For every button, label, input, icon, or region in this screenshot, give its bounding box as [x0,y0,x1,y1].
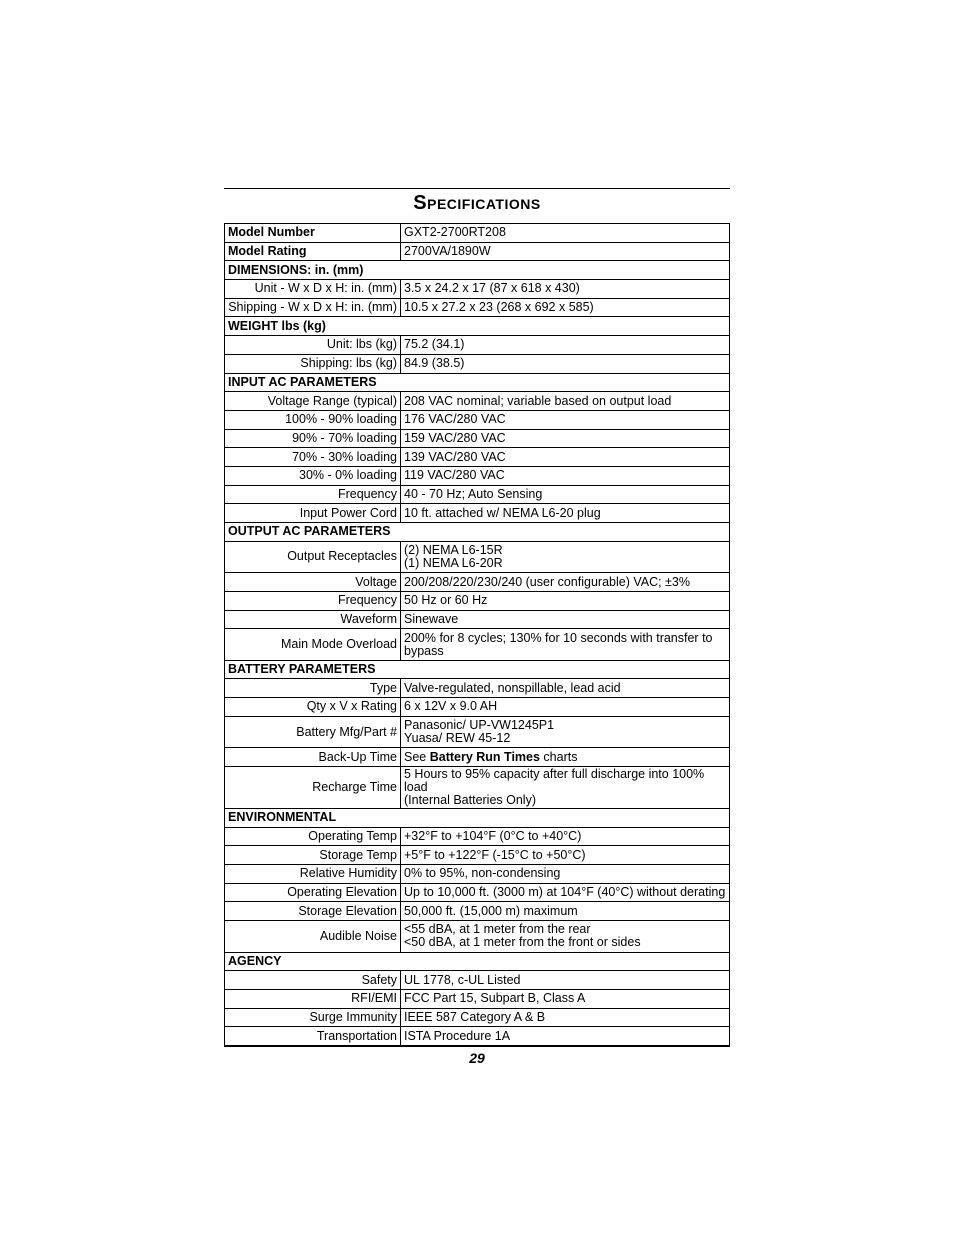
spec-label: RFI/EMI [225,990,401,1009]
value-line: 200% for 8 cycles; 130% for 10 seconds with transfer to [404,630,713,645]
value-line: <55 dBA, at 1 meter from the rear [404,922,591,937]
table-row [225,865,730,884]
table-row [225,990,730,1009]
table-row [225,767,730,809]
table-row [225,610,730,629]
table-row [225,410,730,429]
section-header-row [225,317,730,336]
spec-value: 0% to 95%, non-condensing [401,865,730,884]
spec-label: Unit: lbs (kg) [225,336,401,355]
page-number: 29 [469,1050,485,1066]
spec-label: Storage Elevation [225,902,401,921]
table-row [225,485,730,504]
table-row [225,392,730,411]
table-row [225,224,730,243]
section-header-battery: BATTERY PARAMETERS [225,660,730,679]
spec-label: Frequency [225,591,401,610]
spec-value: 3.5 x 24.2 x 17 (87 x 618 x 430) [401,280,730,299]
spec-label: Surge Immunity [225,1008,401,1027]
section-header-row [225,261,730,280]
spec-value: 200/208/220/230/240 (user configurable) VAC; ±3% [401,573,730,592]
spec-label: Waveform [225,610,401,629]
spec-value: 2700VA/1890W [401,242,730,261]
spec-value: ISTA Procedure 1A [401,1027,730,1046]
spec-value: 84.9 (38.5) [401,354,730,373]
spec-label: Recharge Time [225,767,401,809]
spec-value [401,541,730,573]
spec-value [401,921,730,953]
table-row [225,971,730,990]
value-line: bypass [404,643,444,658]
spec-value [401,629,730,661]
table-row [225,921,730,953]
spec-label: Qty x V x Rating [225,698,401,717]
spec-label: Relative Humidity [225,865,401,884]
spec-value [401,767,730,809]
section-header-row [225,373,730,392]
spec-label: Operating Temp [225,827,401,846]
table-row [225,591,730,610]
table-row [225,354,730,373]
spec-value: 119 VAC/280 VAC [401,466,730,485]
backup-suffix: charts [539,749,578,764]
value-line: Panasonic/ UP-VW1245P1 [404,718,555,733]
spec-label: Back-Up Time [225,748,401,767]
spec-value: 40 - 70 Hz; Auto Sensing [401,485,730,504]
spec-label: Unit - W x D x H: in. (mm) [225,280,401,299]
spec-label: Voltage [225,573,401,592]
spec-label: 100% - 90% loading [225,410,401,429]
spec-value: 208 VAC nominal; variable based on output load [401,392,730,411]
table-row [225,504,730,523]
top-rule [224,188,730,189]
value-line: Yuasa/ REW 45-12 [404,731,511,746]
section-header-weight: WEIGHT lbs (kg) [225,317,730,336]
spec-value: 10 ft. attached w/ NEMA L6-20 plug [401,504,730,523]
backup-prefix: See [404,749,430,764]
spec-label: Input Power Cord [225,504,401,523]
spec-label: Frequency [225,485,401,504]
table-row [225,679,730,698]
spec-value: +32°F to +104°F (0°C to +40°C) [401,827,730,846]
table-row [225,242,730,261]
spec-label: 30% - 0% loading [225,466,401,485]
table-row [225,846,730,865]
section-header-row [225,952,730,971]
spec-value: 75.2 (34.1) [401,336,730,355]
spec-label: 70% - 30% loading [225,448,401,467]
spec-value: 10.5 x 27.2 x 23 (268 x 692 x 585) [401,298,730,317]
spec-label: 90% - 70% loading [225,429,401,448]
table-row [225,298,730,317]
section-header-input-ac: INPUT AC PARAMETERS [225,373,730,392]
section-header-environmental: ENVIRONMENTAL [225,809,730,828]
spec-value: 50,000 ft. (15,000 m) maximum [401,902,730,921]
table-row [225,336,730,355]
spec-label: Model Rating [225,242,401,261]
spec-label: Output Receptacles [225,541,401,573]
bottom-rule [224,1046,730,1047]
spec-label: Storage Temp [225,846,401,865]
table-row [225,1008,730,1027]
value-line: <50 dBA, at 1 meter from the front or sides [404,935,641,950]
table-row [225,541,730,573]
table-row [225,280,730,299]
spec-label: Battery Mfg/Part # [225,716,401,748]
table-row [225,827,730,846]
section-header-row [225,660,730,679]
spec-label: Audible Noise [225,921,401,953]
spec-value: UL 1778, c-UL Listed [401,971,730,990]
spec-value: Sinewave [401,610,730,629]
section-header-row [225,523,730,542]
spec-label: Shipping: lbs (kg) [225,354,401,373]
specifications-table [224,223,730,1046]
spec-value: 159 VAC/280 VAC [401,429,730,448]
table-row [225,429,730,448]
section-header-output-ac: OUTPUT AC PARAMETERS [225,523,730,542]
spec-value: 176 VAC/280 VAC [401,410,730,429]
spec-value [401,716,730,748]
spec-value: Up to 10,000 ft. (3000 m) at 104°F (40°C) without derating [401,883,730,902]
spec-value: GXT2-2700RT208 [401,224,730,243]
spec-value: Valve-regulated, nonspillable, lead acid [401,679,730,698]
table-row [225,883,730,902]
table-row [225,629,730,661]
spec-value: 6 x 12V x 9.0 AH [401,698,730,717]
spec-label: Main Mode Overload [225,629,401,661]
spec-label: Model Number [225,224,401,243]
section-header-agency: AGENCY [225,952,730,971]
table-row [225,573,730,592]
spec-value: IEEE 587 Category A & B [401,1008,730,1027]
table-row [225,902,730,921]
table-row [225,1027,730,1046]
spec-value: FCC Part 15, Subpart B, Class A [401,990,730,1009]
value-line: (2) NEMA L6-15R [404,542,503,557]
value-line: (Internal Batteries Only) [404,793,536,807]
spec-label: Voltage Range (typical) [225,392,401,411]
table-row [225,466,730,485]
spec-label: Type [225,679,401,698]
table-row [225,448,730,467]
battery-run-times-reference: Battery Run Times [429,749,540,764]
section-header-dimensions: DIMENSIONS: in. (mm) [225,261,730,280]
value-line: 5 Hours to 95% capacity after full discharge into 100% load [404,767,705,794]
table-row [225,748,730,767]
spec-label: Operating Elevation [225,883,401,902]
spec-label: Shipping - W x D x H: in. (mm) [225,298,401,317]
table-row [225,698,730,717]
spec-value: 139 VAC/280 VAC [401,448,730,467]
value-line: (1) NEMA L6-20R [404,555,503,570]
section-header-row [225,809,730,828]
spec-label: Safety [225,971,401,990]
spec-value: +5°F to +122°F (-15°C to +50°C) [401,846,730,865]
spec-label: Transportation [225,1027,401,1046]
spec-value: 50 Hz or 60 Hz [401,591,730,610]
page-title: Specifications [413,192,541,214]
table-row [225,716,730,748]
spec-value [401,748,730,767]
